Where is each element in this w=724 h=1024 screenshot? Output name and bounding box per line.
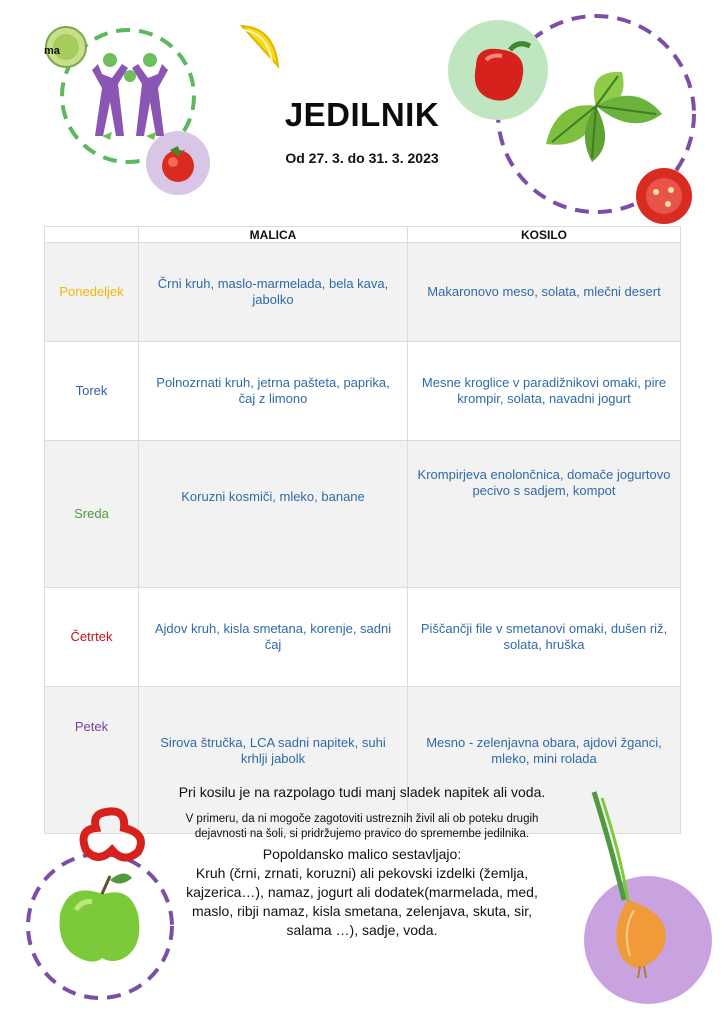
day-cetrtek: Četrtek (45, 588, 139, 687)
day-petek: Petek (45, 687, 139, 834)
lemon-icon (234, 22, 280, 74)
kosilo-cell: Mesne kroglice v paradižnikovi omaki, pire krompir, solata, navadni jogurt (408, 342, 681, 441)
disclaimer-note: V primeru, da ni mogoče zagotoviti ustreznih živil ali ob poteku drugih dejavnosti na šoli, si pridržujemo pravico do spremembe jedilnika. (185, 813, 539, 840)
afternoon-text: Kruh (črni, zrnati, koruzni) ali pekovski izdelki (žemlja, kajzerica…), namaz, jogurt ali dodatek(marmelada, med, maslo, ribji namaz, kisla smetana, zelenjava, skuta, sir, salama …), sadje, voda. (186, 865, 538, 938)
afternoon-title: Popoldansko malico sestavljajo: (262, 846, 462, 862)
page-title: JEDILNIK (284, 96, 440, 133)
kosilo-cell: Piščančji file v smetanovi omaki, dušen riž, solata, hruška (408, 588, 681, 687)
header-empty (45, 227, 139, 243)
date-range: Od 27. 3. do 31. 3. 2023 (285, 150, 439, 166)
header-malica: MALICA (139, 227, 408, 243)
day-sreda: Sreda (45, 441, 139, 588)
onion-icon (582, 790, 714, 1010)
brand-text: ma (44, 45, 60, 57)
table-header-row (45, 227, 681, 243)
apple-icon (20, 806, 176, 1004)
kosilo-cell: Mesno - zelenjavna obara, ajdovi žganci, mleko, mini rolada (408, 687, 681, 834)
malica-cell: Koruzni kosmiči, mleko, banane (139, 441, 408, 588)
malica-cell: Črni kruh, maslo-marmelada, bela kava, jabolko (139, 243, 408, 342)
malica-cell: Ajdov kruh, kisla smetana, korenje, sadni čaj (139, 588, 408, 687)
drink-note: Pri kosilu je na razpolago tudi manj sladek napitek ali voda. (178, 784, 546, 800)
malica-cell: Polnozrnati kruh, jetrna pašteta, paprika, čaj z limono (139, 342, 408, 441)
day-torek: Torek (45, 342, 139, 441)
day-ponedeljek: Ponedeljek (45, 243, 139, 342)
header-kosilo: KOSILO (408, 227, 681, 243)
kosilo-cell: Krompirjeva enolončnica, domače jogurtovo pecivo s sadjem, kompot (408, 441, 681, 588)
menu-table (44, 226, 681, 834)
malica-cell: Sirova štručka, LCA sadni napitek, suhi krhlji jabolk (139, 687, 408, 834)
kosilo-cell: Makaronovo meso, solata, mlečni desert (408, 243, 681, 342)
table-row (45, 243, 681, 342)
table-row (45, 342, 681, 441)
table-row (45, 588, 681, 687)
table-row (45, 441, 681, 588)
